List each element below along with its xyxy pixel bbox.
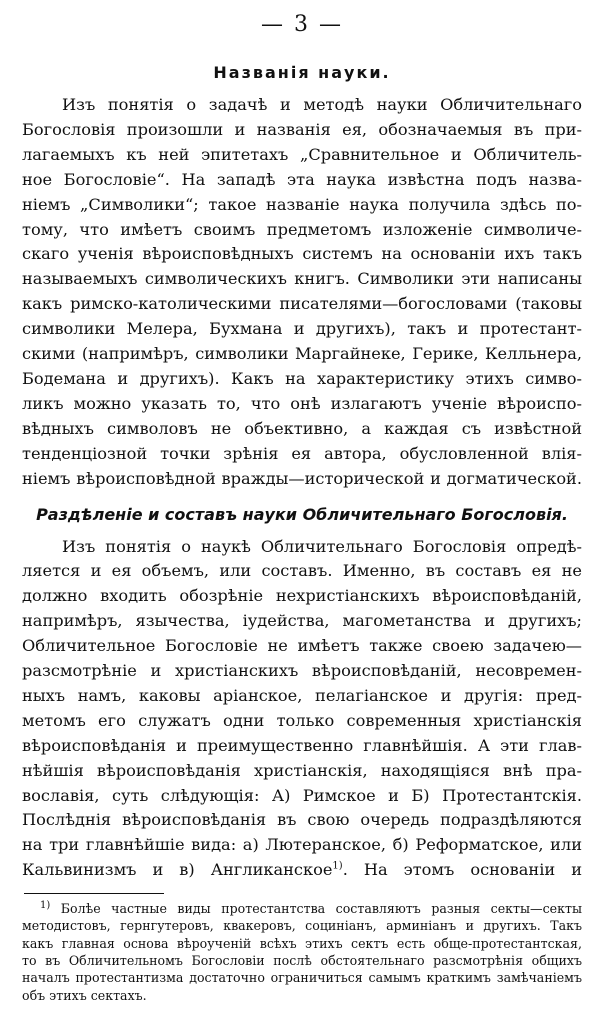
footnote-reference: 1) bbox=[332, 860, 343, 872]
text-line: должно входить обозрѣніе нехристіанскихъ вѣроисповѣданій, bbox=[22, 586, 582, 606]
text-line: какъ римско-католическими писателями—богословами (таковы bbox=[22, 294, 582, 314]
footnote-line: началъ протестантизма достаточно ограничиться самымъ краткимъ замѣчаніемъ bbox=[22, 970, 582, 986]
text-line: нѣйшія вѣроисповѣданія христіанскія, находящіяся внѣ пра- bbox=[22, 760, 582, 780]
text-line: вославія, суть слѣдующія: А) Римское и Б) Протестантскія. bbox=[22, 785, 582, 805]
text-line: символики Мелера, Бухмана и другихъ), такъ и протестант- bbox=[22, 319, 582, 339]
text-line: Бодемана и другихъ). Какъ на характеристику этихъ симво- bbox=[22, 368, 582, 388]
footnote-line: объ этихъ сектахъ. bbox=[22, 987, 147, 1003]
text-line: скаго ученія вѣроисповѣдныхъ системъ на основаніи ихъ такъ bbox=[22, 244, 582, 264]
text-line: вѣдныхъ символовъ не объективно, а каждая съ извѣстной bbox=[22, 418, 582, 438]
section-title-names: Названія науки. bbox=[213, 63, 391, 82]
text-line: лагаемыхъ къ ней эпитетахъ „Сравнительное и Обличитель- bbox=[22, 144, 582, 164]
text-line: ніемъ вѣроисповѣдной вражды—исторической и догматической. bbox=[22, 468, 582, 488]
text-line: Изъ понятія о наукѣ Обличительнаго Богословія опредѣ- bbox=[62, 536, 582, 556]
footnote bbox=[22, 900, 582, 1004]
footnote-marker: 1) bbox=[40, 900, 51, 911]
text-line: ляется и ея объемъ, или составъ. Именно, въ составъ ея не bbox=[22, 561, 582, 581]
footnote-line: какъ главная основа вѣроученій всѣхъ этихъ сектъ есть обще-протестантская, bbox=[22, 935, 582, 951]
text-segment: . На этомъ основаніи и bbox=[342, 860, 582, 880]
footnote-line: то въ Обличительномъ Богословіи послѣ обстоятельнаго разсмотрѣнія общихъ bbox=[22, 953, 582, 969]
footnote-line bbox=[22, 900, 582, 917]
text-line-with-footnote bbox=[22, 858, 582, 883]
text-line: называемыхъ символическихъ книгъ. Символики эти написаны bbox=[22, 269, 582, 289]
page-number: — 3 — bbox=[261, 12, 343, 37]
text-line: Обличительное Богословіе не имѣетъ также своею задачею— bbox=[22, 636, 582, 656]
footnote-text: Болѣе частные виды протестантства составляютъ разныя секты—секты bbox=[60, 901, 582, 917]
footnote-line: методистовъ, гернгутеровъ, квакеровъ, социніанъ, арминіанъ и другихъ. Такъ bbox=[22, 918, 582, 934]
text-line: Изъ понятія о задачѣ и методѣ науки Обличительнаго bbox=[62, 95, 582, 114]
section-body-names bbox=[22, 93, 582, 492]
text-line: вѣроисповѣданія и преимущественно главнѣйшія. А эти глав- bbox=[22, 735, 582, 755]
text-line: ное Богословіе“. На западѣ эта наука извѣстна подъ назва- bbox=[22, 169, 582, 189]
text-line: Богословія произошли и названія ея, обозначаемыя въ при- bbox=[22, 119, 582, 139]
section-body-division bbox=[22, 535, 582, 884]
text-line: ныхъ намъ, каковы аріанское, пелагіанское и другія: пред- bbox=[22, 685, 582, 705]
text-line: ніемъ „Символики“; такое названіе наука получила здѣсь по- bbox=[22, 194, 582, 214]
text-line: тому, что имѣетъ своимъ предметомъ изложеніе символиче- bbox=[22, 219, 582, 239]
text-line: тенденціозной точки зрѣнія ея автора, обусловленной влія- bbox=[22, 443, 582, 463]
text-line: на три главнѣйшіе вида: а) Лютеранское, б) Реформатское, или bbox=[22, 835, 582, 855]
text-segment: Кальвинизмъ и в) Англиканское bbox=[22, 860, 333, 880]
footnote-divider bbox=[24, 893, 164, 894]
text-line: ликъ можно указать то, что онѣ излагаютъ ученіе вѣроиспо- bbox=[22, 393, 582, 413]
text-line: напримѣръ, язычества, іудейства, магометанства и другихъ; bbox=[22, 611, 582, 631]
text-line: скими (напримѣръ, символики Маргайнеке, Герике, Келльнера, bbox=[22, 344, 582, 364]
text-line: разсмотрѣніе и христіанскихъ вѣроисповѣданій, несовремен- bbox=[22, 661, 582, 681]
text-line: Послѣднія вѣроисповѣданія въ свою очередь подраздѣляются bbox=[22, 810, 582, 830]
text-line: метомъ его служатъ одни только современныя христіанскія bbox=[22, 710, 582, 730]
section-title-division: Раздѣленіе и составъ науки Обличительнаго Богословія. bbox=[36, 504, 568, 524]
